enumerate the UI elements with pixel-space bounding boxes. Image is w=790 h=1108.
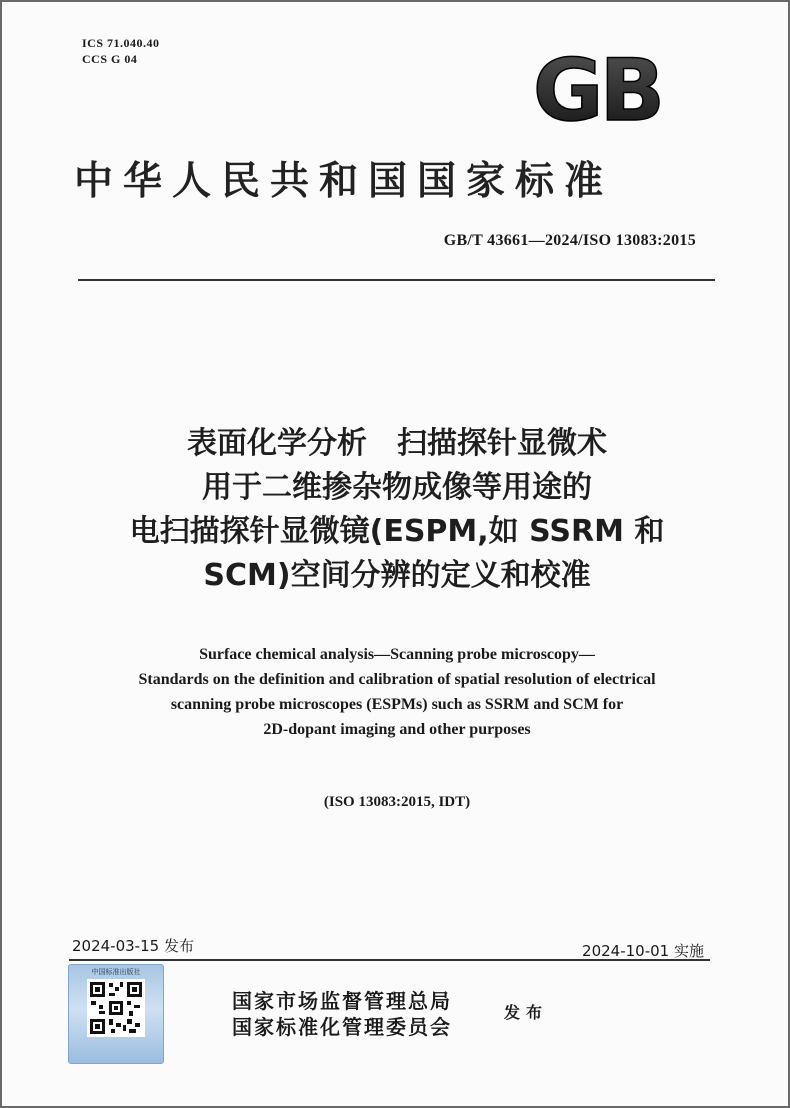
issuer-line: 国家标准化管理委员会 — [232, 1015, 452, 1039]
publish-label: 发布 — [504, 1003, 549, 1022]
qr-code-icon[interactable] — [87, 979, 145, 1037]
classification-codes — [82, 35, 160, 67]
iso-equivalence: (ISO 13083:2015, IDT) — [323, 794, 471, 810]
english-title — [42, 642, 752, 742]
english-title-line: Standards on the definition and calibration of spatial resolution of electrical — [138, 671, 656, 688]
ics-code: ICS 71.040.40 — [82, 36, 160, 50]
gb-logo-text: GB — [532, 46, 662, 130]
english-title-line: 2D-dopant imaging and other purposes — [263, 721, 531, 738]
gb-logo — [512, 46, 682, 130]
english-title-line: scanning probe microscopes (ESPMs) such as SSRM and SCM for — [170, 696, 624, 713]
chinese-title-line: 电扫描探针显微镜(ESPM,如 SSRM 和 — [129, 514, 665, 549]
footer-divider — [69, 959, 710, 961]
standard-number: GB/T 43661—2024/ISO 13083:2015 — [443, 232, 696, 249]
chinese-title-line: 用于二维掺杂物成像等用途的 — [202, 470, 592, 505]
issuing-authorities — [232, 988, 452, 1040]
chinese-title-line: 表面化学分析 扫描探针显微术 — [187, 426, 607, 461]
issue-date: 2024-03-15 发布 — [72, 937, 194, 955]
chinese-title-line: SCM)空间分辨的定义和校准 — [203, 558, 591, 593]
ccs-code: CCS G 04 — [82, 52, 138, 66]
issuer-line: 国家市场监督管理总局 — [232, 989, 452, 1013]
national-standard-heading: 中华人民共和国国家标准 — [74, 158, 614, 204]
anti-counterfeit-sticker — [68, 964, 164, 1064]
gb-logo-graphic — [512, 46, 682, 130]
header-divider — [78, 279, 715, 281]
implementation-date: 2024-10-01 实施 — [582, 942, 704, 960]
sticker-label: 中国标准出版社 — [91, 968, 141, 976]
english-title-line: Surface chemical analysis—Scanning probe microscopy— — [199, 646, 595, 663]
chinese-title — [42, 422, 752, 598]
